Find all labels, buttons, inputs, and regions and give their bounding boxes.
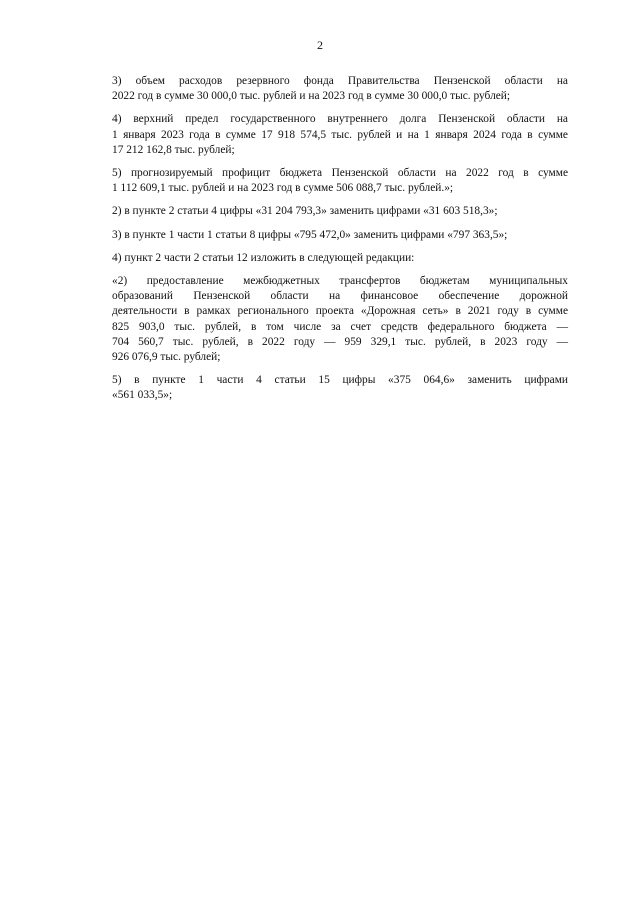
paragraph-surplus bbox=[90, 166, 568, 196]
text-line: 4) верхний предел государственного внутреннего долга Пензенской области на bbox=[112, 113, 568, 126]
paragraph-road-transfers bbox=[90, 274, 568, 365]
text-line: деятельности в рамках регионального проекта «Дорожная сеть» в 2021 году в сумме bbox=[112, 305, 568, 318]
paragraph-article-15 bbox=[90, 373, 568, 403]
text-line: 3) в пункте 1 части 1 статьи 8 цифры «795 472,0» заменить цифрами «797 363,5»; bbox=[112, 228, 508, 241]
text-line: 1 112 609,1 тыс. рублей и на 2023 год в сумме 506 088,7 тыс. рублей.»; bbox=[112, 182, 454, 195]
text-line: 5) прогнозируемый профицит бюджета Пензенской области на 2022 год в сумме bbox=[112, 167, 568, 180]
text-line: «2) предоставление межбюджетных трансфертов бюджетам муниципальных bbox=[112, 275, 568, 288]
text-line: 17 212 162,8 тыс. рублей; bbox=[112, 143, 235, 156]
text-line: образований Пензенской области на финансовое обеспечение дорожной bbox=[112, 290, 568, 303]
text-line: 704 560,7 тыс. рублей, в 2022 году — 959 329,1 тыс. рублей, в 2023 году — bbox=[112, 335, 568, 348]
paragraph-debt-limit bbox=[90, 112, 568, 158]
paragraph-article-8 bbox=[90, 228, 568, 243]
text-line: 3) объем расходов резервного фонда Правительства Пензенской области на bbox=[112, 75, 568, 87]
text-line: 4) пункт 2 части 2 статьи 12 изложить в следующей редакции: bbox=[112, 251, 415, 264]
text-line: 2) в пункте 2 статьи 4 цифры «31 204 793,3» заменить цифрами «31 603 518,3»; bbox=[112, 205, 498, 218]
page-number: 2 bbox=[317, 38, 323, 52]
text-line: 2022 год в сумме 30 000,0 тыс. рублей и на 2023 год в сумме 30 000,0 тыс. рублей; bbox=[112, 90, 511, 103]
text-line: 926 076,9 тыс. рублей; bbox=[112, 351, 221, 364]
paragraph-article-4 bbox=[90, 204, 568, 219]
paragraph-article-12 bbox=[90, 251, 568, 266]
text-line: 825 903,0 тыс. рублей, в том числе за счет средств федерального бюджета — bbox=[112, 320, 568, 333]
text-line: 5) в пункте 1 части 4 статьи 15 цифры «375 064,6» заменить цифрами bbox=[112, 374, 568, 387]
document-body bbox=[90, 74, 568, 412]
text-line: 1 января 2023 года в сумме 17 918 574,5 тыс. рублей и на 1 января 2024 года в сумме bbox=[112, 128, 568, 141]
paragraph-reserve-fund bbox=[90, 74, 568, 104]
text-line: «561 033,5»; bbox=[112, 389, 173, 402]
